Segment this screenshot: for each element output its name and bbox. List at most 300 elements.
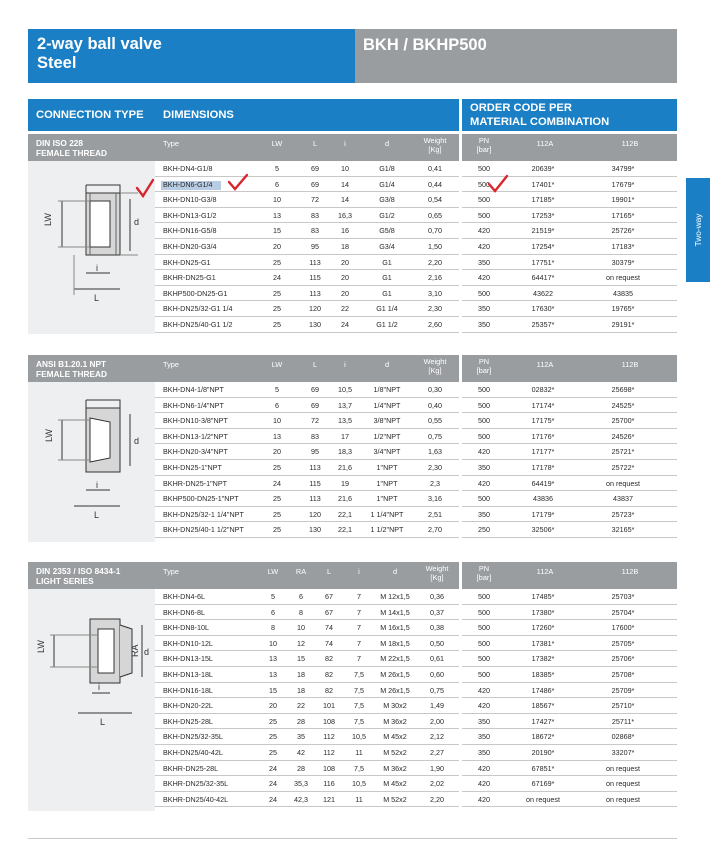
table-cell: G3/4: [379, 242, 395, 251]
table-cell: 25: [269, 716, 277, 726]
table-cell: 69: [311, 179, 319, 189]
table-cell: 17179*: [531, 509, 555, 519]
table-cell: on request: [606, 794, 640, 804]
table-cell: 0,37: [430, 607, 444, 617]
table-cell: BKH-DN4-6L: [163, 592, 205, 601]
table-cell: on request: [606, 779, 640, 789]
row-divider: [462, 806, 677, 807]
table-cell: 500: [478, 654, 490, 664]
table-cell: 2,51: [428, 509, 442, 519]
table-cell: 2,20: [430, 794, 444, 804]
table-cell: 22: [297, 701, 305, 711]
table-cell: 500: [478, 210, 490, 220]
table-cell: 10,5: [338, 385, 352, 394]
table-cell: M 16x1,5: [380, 623, 410, 633]
dim-ra-label: RA: [130, 644, 140, 657]
table-cell: 2,00: [430, 716, 444, 726]
table-cell: M 52x2: [383, 794, 407, 804]
table-cell: 420: [478, 273, 490, 283]
table-cell: 25: [273, 304, 281, 314]
table-cell: 20639*: [531, 164, 555, 173]
table-cell: G1/8: [379, 164, 395, 173]
table-cell: 130: [309, 320, 321, 329]
table-cell: 10: [269, 638, 277, 648]
table-cell: 42: [297, 748, 305, 757]
table-cell: BKH-DN25/40-1 1/2"NPT: [163, 525, 244, 535]
table-cell: 7: [357, 607, 361, 617]
table-cell: 02832*: [531, 385, 555, 394]
table-cell: 24526*: [611, 431, 635, 441]
table-cell: 0,44: [428, 179, 442, 189]
table-cell: 500: [478, 400, 490, 410]
section-1-order-header: PN [bar] 112A 112B: [462, 134, 677, 161]
table-cell: 1/8"NPT: [373, 385, 401, 394]
table-cell: 17: [341, 431, 349, 441]
table-cell: on request: [526, 794, 560, 804]
dim-l-label: L: [100, 717, 106, 727]
table-cell: M 14x1,5: [380, 607, 410, 617]
table-cell: 2,20: [428, 257, 442, 267]
table-cell: 3,10: [428, 288, 442, 298]
table-cell: 1"NPT: [376, 494, 398, 504]
table-cell: 82: [325, 685, 333, 695]
table-cell: 500: [478, 416, 490, 426]
table-cell: BKH-DN25/40-42L: [163, 748, 223, 757]
table-cell: G1 1/2: [376, 320, 398, 329]
table-cell: 6: [275, 400, 279, 410]
table-cell: 1,63: [428, 447, 442, 457]
table-cell: 25703*: [611, 592, 635, 601]
table-cell: 34799*: [611, 164, 635, 173]
table-cell: 22,1: [338, 509, 352, 519]
dim-i-label: i: [96, 480, 98, 490]
table-cell: M 36x2: [383, 716, 407, 726]
table-cell: 43836: [533, 494, 553, 504]
table-cell: 2,30: [428, 304, 442, 314]
table-cell: BKH-DN10-3/8"NPT: [163, 416, 228, 426]
table-cell: M 45x2: [383, 779, 407, 789]
table-cell: 32506*: [531, 525, 555, 535]
table-cell: BKH-DN6-8L: [163, 607, 205, 617]
table-cell: 7,5: [354, 716, 364, 726]
table-cell: 0,38: [430, 623, 444, 633]
table-cell: 2,60: [428, 320, 442, 329]
table-cell: BKH-DN25-1"NPT: [163, 463, 222, 472]
table-cell: 350: [478, 748, 490, 757]
table-cell: 420: [478, 447, 490, 457]
table-cell: 13: [273, 210, 281, 220]
table-cell: 25: [273, 494, 281, 504]
table-cell: 1"NPT: [376, 463, 398, 472]
table-cell: 17260*: [531, 623, 555, 633]
table-cell: 19: [341, 478, 349, 488]
table-cell: 3/4"NPT: [373, 447, 401, 457]
table-cell: 67169*: [531, 779, 555, 789]
table-cell: 02868*: [611, 732, 635, 742]
table-cell: 6: [271, 607, 275, 617]
table-cell: 20: [269, 701, 277, 711]
table-cell: 15: [269, 685, 277, 695]
table-cell: 8: [271, 623, 275, 633]
table-cell: 74: [325, 638, 333, 648]
dim-l-label: L: [94, 293, 100, 303]
table-cell: 25708*: [611, 670, 635, 679]
table-cell: G3/8: [379, 195, 395, 205]
table-cell: G1: [382, 257, 392, 267]
table-cell: 350: [478, 509, 490, 519]
table-cell: 7: [357, 654, 361, 664]
table-cell: 500: [478, 431, 490, 441]
check-mark-icon: [489, 176, 507, 191]
series-title: BKH / BKHP500: [363, 36, 487, 54]
table-cell: 0,40: [428, 400, 442, 410]
table-cell: 25: [269, 748, 277, 757]
table-cell: 19765*: [611, 304, 635, 314]
table-cell: 14: [341, 179, 349, 189]
table-cell: 17486*: [531, 685, 555, 695]
table-cell: M 30x2: [383, 701, 407, 711]
table-cell: 24525*: [611, 400, 635, 410]
table-cell: 18: [297, 670, 305, 679]
table-cell: M 22x1,5: [380, 654, 410, 664]
row-divider: [155, 332, 459, 333]
table-cell: 64417*: [531, 273, 555, 283]
table-cell: 500: [478, 288, 490, 298]
section-1-col-header: Type LW L i d Weight [Kg]: [155, 134, 459, 161]
table-cell: 35: [297, 732, 305, 742]
table-cell: 25: [273, 525, 281, 535]
dim-d-label: d: [134, 436, 140, 446]
annotation-checks: [133, 172, 253, 202]
page-title: 2-way ball valve Steel: [37, 35, 162, 72]
section-3-table: [155, 589, 677, 811]
table-cell: 17185*: [531, 195, 555, 205]
table-cell: 25698*: [611, 385, 635, 394]
dim-i-label: i: [96, 263, 98, 273]
table-cell: 420: [478, 685, 490, 695]
table-cell: 15: [273, 226, 281, 236]
table-cell: 1/2"NPT: [373, 431, 401, 441]
table-cell: 16: [341, 226, 349, 236]
table-cell: M 12x1,5: [380, 592, 410, 601]
table-cell: 18: [341, 242, 349, 251]
table-cell: 29191*: [611, 320, 635, 329]
section-2-order-header: PN [bar] 112A 112B: [462, 355, 677, 382]
table-cell: 25722*: [611, 463, 635, 472]
table-cell: 69: [311, 400, 319, 410]
table-cell: 25723*: [611, 509, 635, 519]
dim-l-label: L: [94, 510, 100, 520]
table-cell: 113: [309, 494, 321, 504]
table-cell: BKH-DN25/40-G1 1/2: [163, 320, 233, 329]
check-mark-icon: [137, 180, 153, 196]
table-cell: 120: [309, 304, 321, 314]
table-cell: BKH-DN25/32-1 1/4"NPT: [163, 509, 244, 519]
table-cell: 420: [478, 478, 490, 488]
table-cell: 113: [309, 257, 321, 267]
series-banner: [355, 29, 677, 83]
table-cell: 7: [357, 623, 361, 633]
table-cell: 6: [299, 592, 303, 601]
table-cell: 350: [478, 732, 490, 742]
table-cell: BKH-DN6-1/4"NPT: [163, 400, 224, 410]
table-cell: BKH-DN10-12L: [163, 638, 213, 648]
table-cell: 350: [478, 463, 490, 472]
table-cell: 64419*: [531, 478, 555, 488]
table-cell: BKHR-DN25-G1: [163, 273, 216, 283]
npt-thread-diagram: [28, 382, 155, 542]
table-cell: 95: [311, 447, 319, 457]
table-cell: 1 1/2"NPT: [370, 525, 404, 535]
table-cell: 74: [325, 623, 333, 633]
table-cell: 108: [323, 763, 335, 773]
table-cell: BKH-DN25/32-35L: [163, 732, 223, 742]
dimensions-header: DIMENSIONS: [155, 99, 459, 131]
table-cell: 67: [325, 592, 333, 601]
table-cell: BKH-DN25-G1: [163, 257, 211, 267]
table-cell: BKH-DN13-G1/2: [163, 210, 217, 220]
table-cell: G5/8: [379, 226, 395, 236]
table-cell: 22,1: [338, 525, 352, 535]
table-cell: 7,5: [354, 701, 364, 711]
table-cell: 500: [478, 164, 490, 173]
table-cell: 18385*: [531, 670, 555, 679]
table-cell: 18672*: [531, 732, 555, 742]
table-cell: 32165*: [611, 525, 635, 535]
table-cell: 95: [311, 242, 319, 251]
table-cell: 11: [355, 794, 363, 804]
table-cell: 17382*: [531, 654, 555, 664]
table-cell: 21,6: [338, 463, 352, 472]
table-cell: 0,70: [428, 226, 442, 236]
table-cell: 500: [478, 638, 490, 648]
row-divider: [155, 806, 459, 807]
section-2-title: ANSI B1.20.1 NPT FEMALE THREAD: [28, 355, 155, 382]
table-cell: 24: [269, 763, 277, 773]
table-cell: 113: [309, 463, 321, 472]
table-cell: BKH-DN6-G1/4: [163, 179, 213, 189]
table-cell: 72: [311, 416, 319, 426]
table-cell: 20: [341, 288, 349, 298]
table-cell: 420: [478, 242, 490, 251]
annotation-check-order: [485, 172, 515, 196]
table-cell: 500: [478, 592, 490, 601]
table-cell: 13: [273, 431, 281, 441]
table-cell: 43837: [613, 494, 633, 504]
table-cell: 116: [323, 779, 335, 789]
check-mark-icon: [229, 175, 247, 189]
table-cell: 15: [297, 654, 305, 664]
table-cell: 0,55: [428, 416, 442, 426]
table-cell: 20: [341, 273, 349, 283]
table-cell: M 52x2: [383, 748, 407, 757]
table-cell: 0,54: [428, 195, 442, 205]
table-cell: BKH-DN4-1/8"NPT: [163, 385, 224, 394]
table-cell: 1,50: [428, 242, 442, 251]
table-cell: BKHR-DN25-1"NPT: [163, 478, 228, 488]
table-cell: BKH-DN13-15L: [163, 654, 213, 664]
table-cell: 17253*: [531, 210, 555, 220]
table-cell: G1: [382, 288, 392, 298]
table-cell: 10: [297, 623, 305, 633]
table-cell: 0,36: [430, 592, 444, 601]
table-cell: on request: [606, 273, 640, 283]
section-2-diagram-panel: [28, 382, 155, 542]
table-cell: G1: [382, 273, 392, 283]
table-cell: 20: [273, 447, 281, 457]
table-cell: 17630*: [531, 304, 555, 314]
section-2-col-header: Type LW L i d Weight [Kg]: [155, 355, 459, 382]
section-3-title: DIN 2353 / ISO 8434-1 LIGHT SERIES: [28, 562, 155, 589]
table-cell: BKHR-DN25-28L: [163, 763, 219, 773]
table-cell: 2,3: [430, 478, 440, 488]
table-cell: 500: [478, 195, 490, 205]
table-cell: 0,61: [430, 654, 444, 664]
table-cell: 17381*: [531, 638, 555, 648]
table-cell: 20: [341, 257, 349, 267]
table-cell: 67851*: [531, 763, 555, 773]
table-cell: 69: [311, 385, 319, 394]
table-cell: 35,3: [294, 779, 308, 789]
table-cell: 22: [341, 304, 349, 314]
table-cell: 25: [273, 509, 281, 519]
table-cell: 24: [273, 273, 281, 283]
table-cell: 18: [297, 685, 305, 695]
table-cell: 350: [478, 320, 490, 329]
table-cell: on request: [606, 763, 640, 773]
table-cell: 13,5: [338, 416, 352, 426]
table-cell: 2,02: [430, 779, 444, 789]
table-cell: 113: [309, 288, 321, 298]
row-divider: [462, 332, 677, 333]
table-cell: 17183*: [611, 242, 635, 251]
table-cell: 12: [297, 638, 305, 648]
table-cell: 7: [357, 638, 361, 648]
table-cell: 28: [297, 763, 305, 773]
table-cell: 1,49: [430, 701, 444, 711]
table-cell: 11: [355, 748, 363, 757]
table-cell: 25704*: [611, 607, 635, 617]
table-cell: 1"NPT: [376, 478, 398, 488]
row-divider: [155, 537, 459, 538]
table-cell: BKH-DN25/32-G1 1/4: [163, 304, 233, 314]
table-cell: 5: [271, 592, 275, 601]
table-cell: 20: [273, 242, 281, 251]
table-cell: 83: [311, 210, 319, 220]
compression-fitting-diagram: [28, 589, 155, 811]
table-cell: 10: [273, 195, 281, 205]
table-cell: 120: [309, 509, 321, 519]
section-1-title: DIN ISO 228 FEMALE THREAD: [28, 134, 155, 161]
table-cell: 130: [309, 525, 321, 535]
table-cell: 13,7: [338, 400, 352, 410]
table-cell: 25: [273, 463, 281, 472]
table-cell: 17175*: [531, 416, 555, 426]
table-cell: BKH-DN13-1/2"NPT: [163, 431, 228, 441]
table-cell: 121: [323, 794, 335, 804]
table-cell: 0,75: [428, 431, 442, 441]
table-cell: 5: [275, 164, 279, 173]
table-cell: 10: [273, 416, 281, 426]
table-cell: 17427*: [531, 716, 555, 726]
table-cell: 2,70: [428, 525, 442, 535]
table-cell: 72: [311, 195, 319, 205]
side-tab-label: Two-way: [693, 213, 703, 247]
table-cell: 43622: [533, 288, 553, 298]
side-tab[interactable]: [686, 178, 710, 282]
table-cell: M 26x1,5: [380, 685, 410, 695]
table-cell: 420: [478, 701, 490, 711]
table-cell: BKH-DN13-18L: [163, 670, 213, 679]
table-cell: 3,16: [428, 494, 442, 504]
table-cell: BKH-DN25-28L: [163, 716, 213, 726]
table-cell: 13: [269, 654, 277, 664]
table-cell: 108: [323, 716, 335, 726]
table-cell: BKH-DN16-G5/8: [163, 226, 217, 236]
table-cell: M 18x1,5: [380, 638, 410, 648]
table-cell: 420: [478, 794, 490, 804]
table-cell: 25726*: [611, 226, 635, 236]
table-cell: BKHP500-DN25-G1: [163, 288, 228, 298]
table-cell: 69: [311, 164, 319, 173]
table-cell: 350: [478, 716, 490, 726]
table-cell: 101: [323, 701, 335, 711]
table-cell: 2,16: [428, 273, 442, 283]
table-cell: M 45x2: [383, 732, 407, 742]
table-cell: 17751*: [531, 257, 555, 267]
table-cell: BKH-DN20-3/4"NPT: [163, 447, 228, 457]
table-cell: BKH-DN4-G1/8: [163, 164, 213, 173]
table-cell: 115: [309, 273, 321, 283]
table-cell: 83: [311, 431, 319, 441]
table-cell: 1,90: [430, 763, 444, 773]
table-cell: 0,65: [428, 210, 442, 220]
table-cell: 20190*: [531, 748, 555, 757]
dim-lw-label: LW: [44, 429, 54, 442]
table-cell: 17679*: [611, 179, 635, 189]
table-cell: 2,12: [430, 732, 444, 742]
table-cell: BKH-DN8-10L: [163, 623, 209, 633]
table-cell: 112: [323, 732, 335, 742]
table-cell: 5: [275, 385, 279, 394]
table-cell: BKH-DN10-G3/8: [163, 195, 217, 205]
table-cell: 25710*: [611, 701, 635, 711]
table-cell: 1 1/4"NPT: [370, 509, 404, 519]
table-cell: 18567*: [531, 701, 555, 711]
table-cell: 18,3: [338, 447, 352, 457]
table-cell: G1/2: [379, 210, 395, 220]
table-cell: 21519*: [531, 226, 555, 236]
table-cell: 19901*: [611, 195, 635, 205]
table-cell: 0,50: [430, 638, 444, 648]
table-cell: 420: [478, 779, 490, 789]
section-2-table: [155, 382, 677, 542]
table-cell: 17174*: [531, 400, 555, 410]
table-cell: 420: [478, 763, 490, 773]
table-cell: 420: [478, 226, 490, 236]
table-cell: 25: [269, 732, 277, 742]
table-cell: 10,5: [352, 732, 366, 742]
table-cell: 17401*: [531, 179, 555, 189]
connection-type-header: CONNECTION TYPE: [28, 99, 155, 131]
table-cell: 25709*: [611, 685, 635, 695]
table-cell: 2,30: [428, 463, 442, 472]
table-cell: BKHR-DN25/32-35L: [163, 779, 229, 789]
table-cell: 17600*: [611, 623, 635, 633]
table-cell: 115: [309, 478, 321, 488]
row-divider: [462, 537, 677, 538]
title-banner: [28, 29, 355, 83]
